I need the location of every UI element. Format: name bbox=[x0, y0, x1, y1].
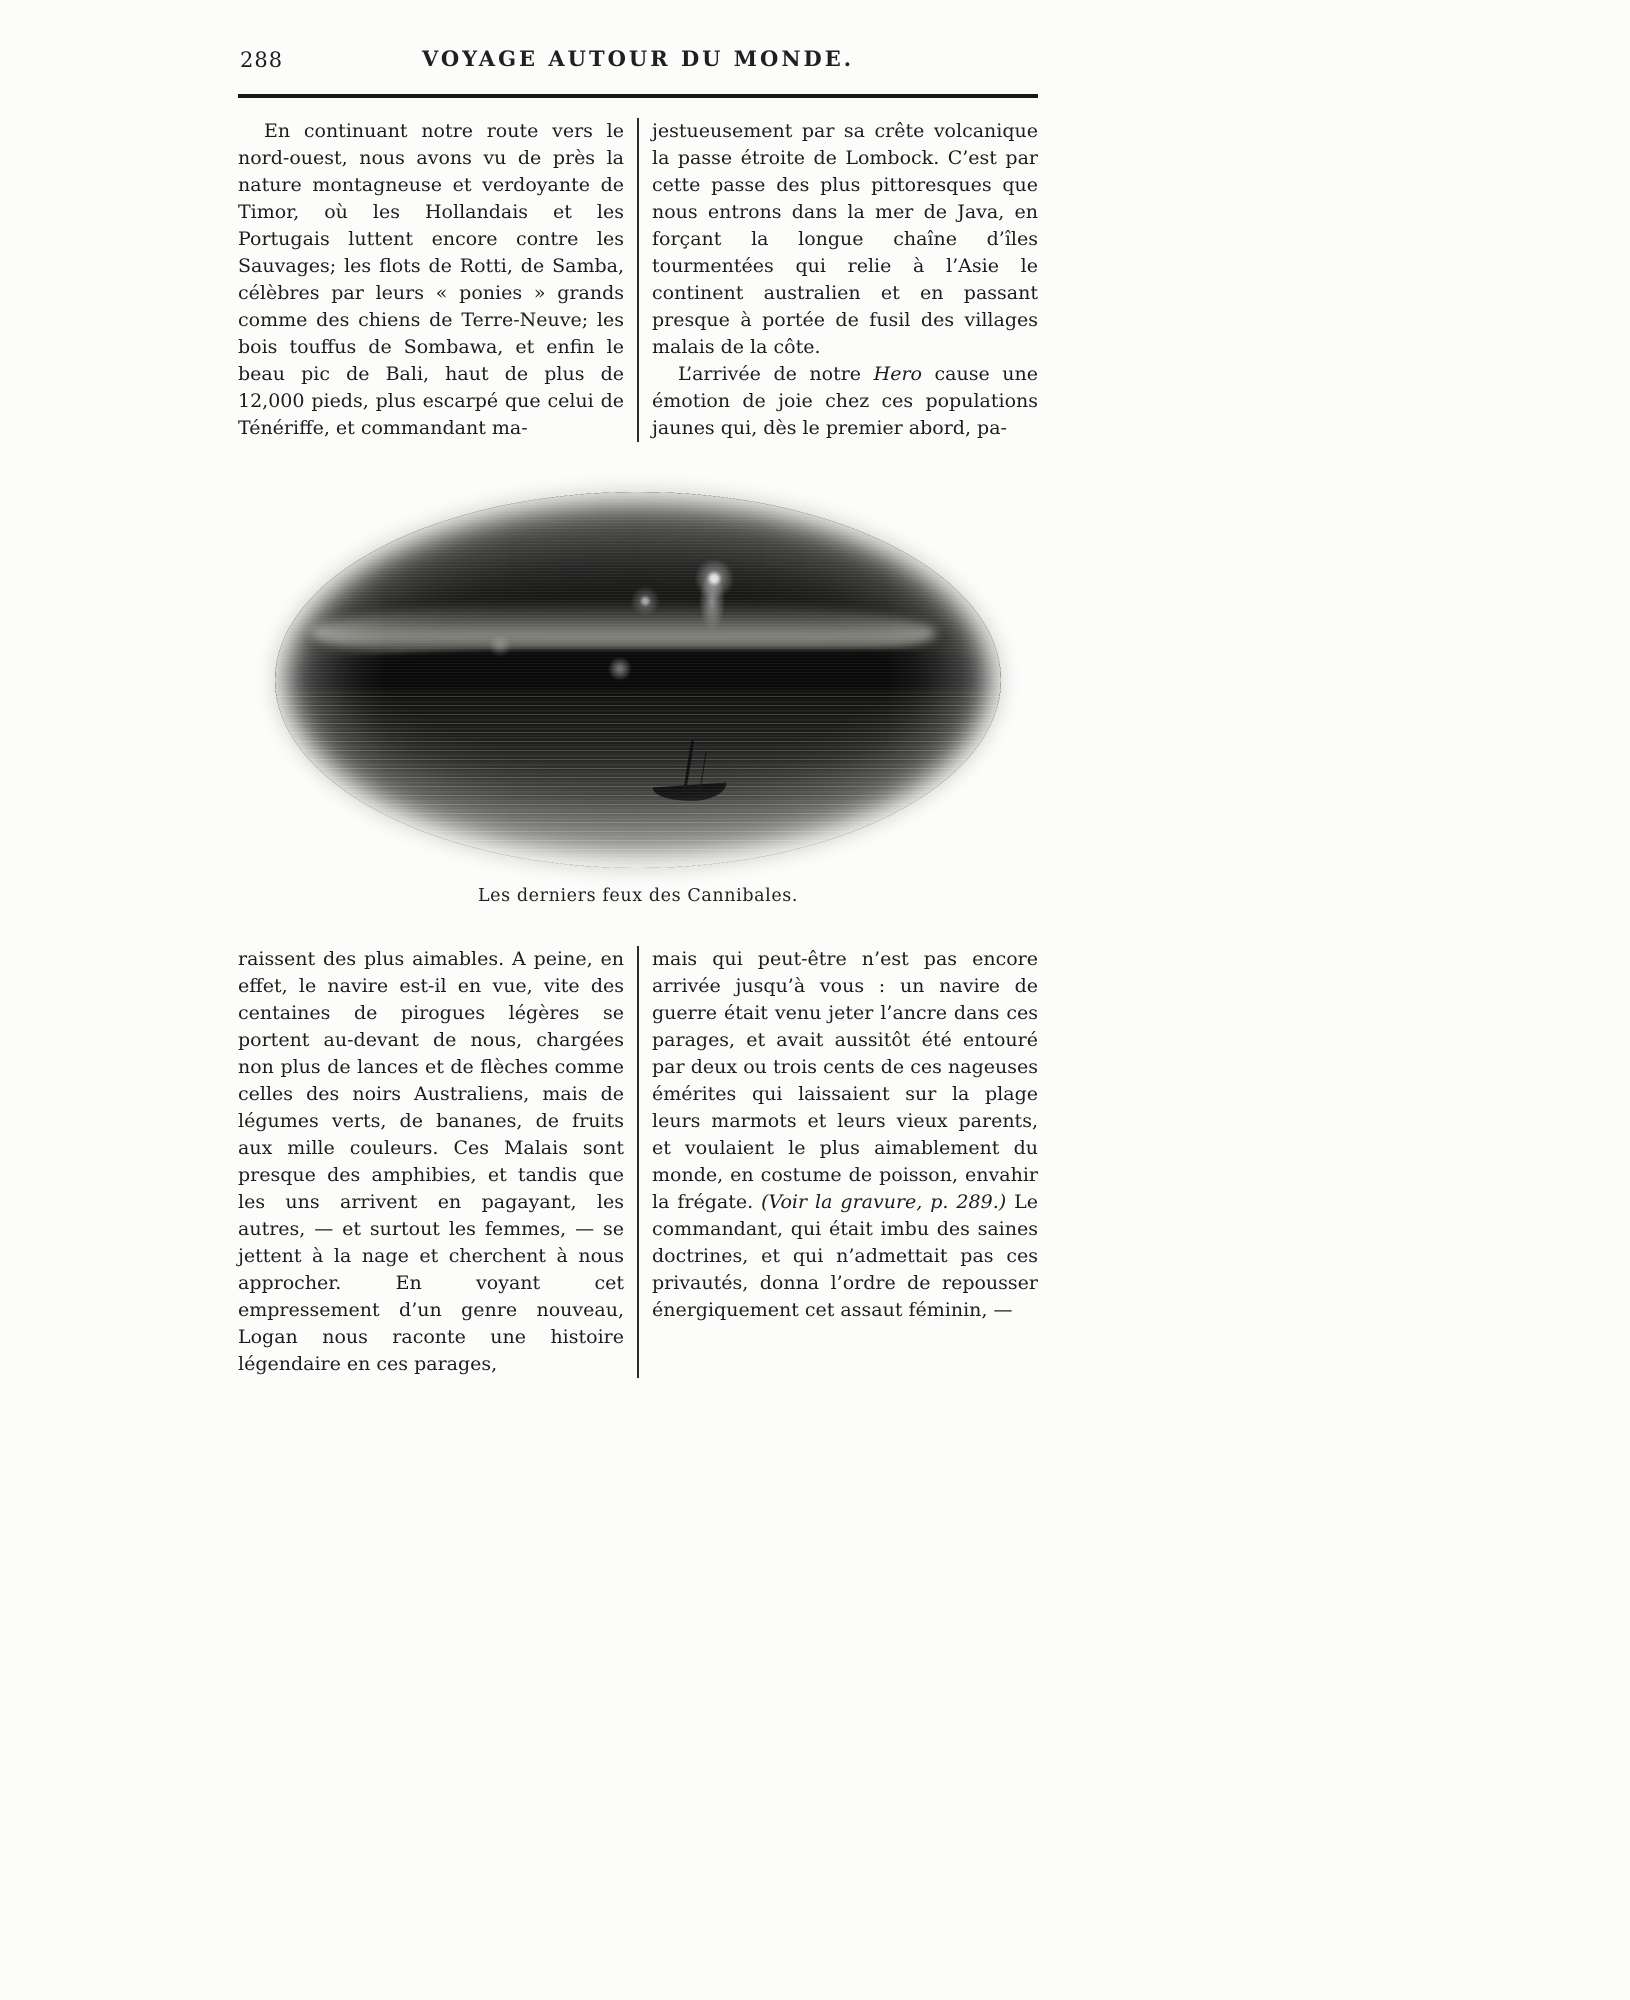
engraving-figure bbox=[238, 492, 1038, 906]
page-content bbox=[238, 46, 1038, 1378]
paragraph: En continuant notre route vers le nord-ouest, nous avons vu de près la nature montagneuse et verdoyante de Timor, où les Hollandais et les Portugais luttent encore contre les Sauvages; les flots de Rotti, de Samba, célèbres par leurs « ponies » grands comme des chiens de Terre-Neuve; les bois touffus de Sombawa, et enfin le beau pic de Bali, haut de plus de 12,000 pieds, plus escarpé que celui de Ténériffe, et commandant ma- bbox=[238, 120, 624, 439]
page-header bbox=[238, 46, 1038, 76]
top-right-column bbox=[652, 118, 1038, 442]
page-number: 288 bbox=[240, 48, 284, 72]
paragraph bbox=[652, 361, 1038, 442]
bottom-left-column bbox=[238, 946, 624, 1378]
illustration-caption: Les derniers feux des Cannibales. bbox=[477, 886, 799, 906]
engraving-vignette-edge bbox=[275, 492, 1001, 868]
top-left-column bbox=[238, 118, 624, 442]
paragraph: raissent des plus aimables. A peine, en effet, le navire est-il en vue, vite des centaines de pirogues légères se portent au-devant de nous, chargées non plus de lances et de flèches comme celles des noirs Australiens, mais de légumes verts, de bananes, de fruits aux mille couleurs. Ces Malais sont presque des amphibies, et tandis que les uns arrivent en pagayant, les autres, — et surtout les femmes, — se jettent à la nage et cherchent à nous approcher. En voyant cet empressement d’un genre nouveau, Logan nous raconte une histoire légendaire en ces parages, bbox=[238, 948, 624, 1375]
text-run: L’arrivée de notre bbox=[678, 363, 874, 385]
text-run: Le commandant, qui était imbu des saines doctrines, et qui n’admettait pas ces privautés, donna l’ordre de repousser énergiquement cet assaut féminin, — bbox=[652, 1191, 1038, 1321]
figure-reference: (Voir la gravure, p. 289.) bbox=[761, 1191, 1007, 1213]
running-title: VOYAGE AUTOUR DU MONDE. bbox=[421, 46, 855, 71]
bottom-text-block bbox=[238, 946, 1038, 1378]
text-run: mais qui peut-être n’est pas encore arrivée jusqu’à vous : un navire de guerre était venu jeter l’ancre dans ces parages, et avait aussitôt été entouré par deux ou trois cents de ces nageuses émérites qui laissaient sur la plage leurs marmots et leurs vieux parents, et voulaient le plus aimablement du monde, en costume de poisson, envahir la frégate. bbox=[652, 948, 1038, 1213]
paragraph bbox=[652, 946, 1038, 1324]
paragraph: jestueusement par sa crête volcanique la passe étroite de Lombock. C’est par cette passe des plus pittoresques que nous entrons dans la mer de Java, en forçant la longue chaîne d’îles tourmentées qui relie à l’Asie le continent australien et en passant presque à portée de fusil des villages malais de la côte. bbox=[652, 120, 1038, 358]
column-divider bbox=[637, 118, 639, 442]
bottom-right-column bbox=[652, 946, 1038, 1378]
ship-name: Hero bbox=[873, 363, 922, 385]
engraving-illustration bbox=[275, 492, 1001, 868]
top-text-block bbox=[238, 118, 1038, 442]
column-divider bbox=[637, 946, 639, 1378]
text-run: cause une émotion de joie chez ces populations jaunes qui, dès le premier abord, pa- bbox=[652, 363, 1039, 439]
header-rule bbox=[238, 94, 1038, 98]
